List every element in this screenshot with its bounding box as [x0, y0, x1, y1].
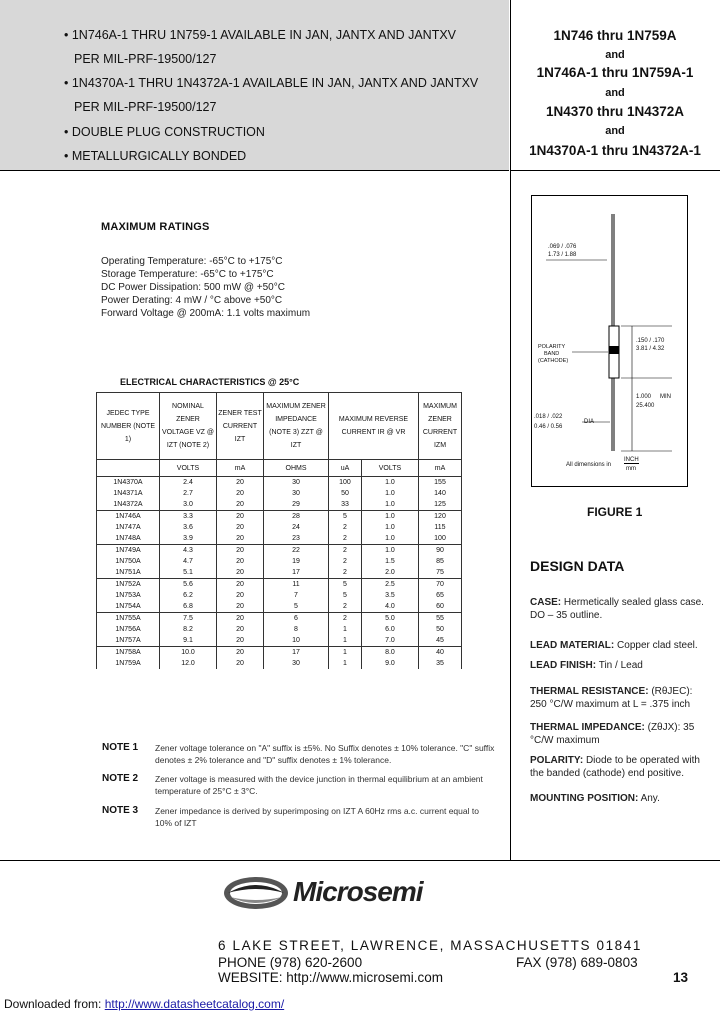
table-cell: 3.0 [160, 499, 217, 511]
rating-operating-temp: Operating Temperature: -65°C to +175°C [101, 256, 283, 267]
table-cell: 7.0 [361, 635, 418, 647]
row-group [97, 647, 462, 670]
design-case-label: CASE: [530, 597, 562, 608]
table-cell: 30 [264, 477, 329, 489]
table-cell: 7.5 [160, 613, 217, 625]
table-cell: 2 [329, 545, 362, 557]
figure-1-caption: FIGURE 1 [587, 505, 643, 519]
col-max-zener-current: MAXIMUM ZENER CURRENT IZM [419, 393, 462, 460]
table-cell: 3.9 [160, 533, 217, 545]
table-cell: 1N756A [97, 624, 160, 635]
part-number-range-2: 1N746A-1 thru 1N759A-1 [536, 65, 694, 80]
table-cell: 1 [329, 624, 362, 635]
col-nominal-zener-voltage: NOMINAL ZENER VOLTAGE VZ @ IZT (NOTE 2) [160, 393, 217, 460]
table-cell: 2.4 [160, 477, 217, 489]
table-cell: 75 [419, 567, 462, 579]
part-number-range-3: 1N4370 thru 1N4372A [545, 104, 685, 119]
unit-cell: uA [329, 460, 362, 477]
design-polarity [530, 754, 705, 780]
table-cell: 50 [329, 488, 362, 499]
table-cell: 2 [329, 567, 362, 579]
table-cell: 24 [264, 522, 329, 533]
table-cell: 2 [329, 533, 362, 545]
design-thermal-resistance-text: (RθJEC): 250 °C/W maximum at L = .375 inch [530, 686, 693, 710]
table-cell: 30 [264, 488, 329, 499]
footer-fax: FAX (978) 689-0803 [516, 955, 638, 970]
table-cell: 65 [419, 590, 462, 601]
footer-website[interactable]: WEBSITE: http://www.microsemi.com [218, 970, 444, 985]
table-cell: 23 [264, 533, 329, 545]
table-cell: 5 [329, 590, 362, 601]
design-data-title: DESIGN DATA [530, 558, 625, 574]
table-cell: 1N746A [97, 511, 160, 523]
dim-dia-label: DIA [584, 419, 595, 425]
table-row [97, 635, 462, 647]
table-row [97, 545, 462, 557]
table-row [97, 647, 462, 659]
cathode-label: (CATHODE) [538, 358, 569, 364]
table-row [97, 658, 462, 669]
table-cell: 20 [217, 624, 264, 635]
table-cell: 140 [419, 488, 462, 499]
table-cell: 1 [329, 635, 362, 647]
table-cell: 1.0 [361, 545, 418, 557]
dim-body-len-mm: 3.81 / 4.32 [636, 346, 665, 352]
row-group [97, 613, 462, 647]
table-row [97, 511, 462, 523]
table-cell: 115 [419, 522, 462, 533]
table-cell: 55 [419, 613, 462, 625]
design-thermal-impedance-label: THERMAL IMPEDANCE: [530, 722, 645, 733]
table-cell: 5 [264, 601, 329, 613]
table-row [97, 522, 462, 533]
polarity-label: POLARITY [538, 344, 566, 350]
table-cell: 20 [217, 499, 264, 511]
table-cell: 125 [419, 499, 462, 511]
table-cell: 40 [419, 647, 462, 659]
table-cell: 8.2 [160, 624, 217, 635]
table-cell: 30 [264, 658, 329, 669]
part-and-3: and [605, 125, 625, 137]
design-lead-finish-text: Tin / Lead [598, 660, 643, 671]
table-row [97, 567, 462, 579]
table-row [97, 601, 462, 613]
table-cell: 20 [217, 511, 264, 523]
table-cell: 90 [419, 545, 462, 557]
table-cell: 20 [217, 647, 264, 659]
table-row [97, 477, 462, 489]
table-cell: 20 [217, 635, 264, 647]
feature-bullet-1-sub: PER MIL-PRF-19500/127 [74, 52, 217, 66]
dim-lead-dia-inch: .018 / .022 [534, 414, 563, 420]
downloaded-label: Downloaded from: [4, 997, 102, 1011]
table-cell: 1N751A [97, 567, 160, 579]
feature-bullet-2: • 1N4370A-1 THRU 1N4372A-1 AVAILABLE IN JAN, JANTX AND JANTXV [64, 76, 479, 90]
table-cell: 20 [217, 488, 264, 499]
table-cell: 1N752A [97, 579, 160, 591]
table-cell: 29 [264, 499, 329, 511]
row-group [97, 477, 462, 511]
table-cell: 1.0 [361, 511, 418, 523]
table-cell: 1.0 [361, 488, 418, 499]
col-zener-test-current: ZENER TEST CURRENT IZT [217, 393, 264, 460]
table-row [97, 579, 462, 591]
elec-char-title: ELECTRICAL CHARACTERISTICS @ 25°C [120, 377, 300, 387]
table-cell: 1N4371A [97, 488, 160, 499]
unit-cell: VOLTS [160, 460, 217, 477]
table-cell: 1N4372A [97, 499, 160, 511]
table-cell: 17 [264, 647, 329, 659]
table-cell: 6 [264, 613, 329, 625]
table-row [97, 613, 462, 625]
table-cell: 5.6 [160, 579, 217, 591]
table-cell: 20 [217, 567, 264, 579]
part-and-1: and [605, 49, 625, 61]
table-cell: 19 [264, 556, 329, 567]
table-cell: 20 [217, 477, 264, 489]
table-cell: 1N754A [97, 601, 160, 613]
table-cell: 20 [217, 590, 264, 601]
table-cell: 4.7 [160, 556, 217, 567]
footer-phone: PHONE (978) 620-2600 [218, 955, 363, 970]
table-cell: 2.7 [160, 488, 217, 499]
table-row [97, 488, 462, 499]
dim-lead-dia-mm: 0.46 / 0.56 [534, 424, 563, 430]
note-1-label: NOTE 1 [102, 742, 139, 753]
table-cell: 5 [329, 579, 362, 591]
table-cell: 1.5 [361, 556, 418, 567]
table-cell: 6.0 [361, 624, 418, 635]
table-cell: 5.1 [160, 567, 217, 579]
downloaded-from [4, 997, 284, 1011]
table-cell: 4.0 [361, 601, 418, 613]
table-cell: 1N759A [97, 658, 160, 669]
table-cell: 1N755A [97, 613, 160, 625]
table-cell: 35 [419, 658, 462, 669]
units-row [97, 460, 462, 477]
dim-lead-len-inch: 1.000 [636, 394, 652, 400]
table-cell: 100 [419, 533, 462, 545]
rating-power-derating: Power Derating: 4 mW / °C above +50°C [101, 295, 283, 306]
table-cell: 85 [419, 556, 462, 567]
design-lead-material-text: Copper clad steel. [617, 640, 698, 651]
table-cell: 3.6 [160, 522, 217, 533]
table-cell: 1.0 [361, 499, 418, 511]
table-cell: 5 [329, 511, 362, 523]
table-cell: 2 [329, 613, 362, 625]
table-cell: 1N750A [97, 556, 160, 567]
table-row [97, 590, 462, 601]
table-cell: 2 [329, 556, 362, 567]
dims-unit-inch: INCH [624, 457, 639, 463]
design-polarity-label: POLARITY: [530, 755, 584, 766]
table-cell: 60 [419, 601, 462, 613]
table-cell: 120 [419, 511, 462, 523]
design-lead-material [530, 639, 705, 652]
row-group [97, 545, 462, 579]
note-2-text: Zener voltage is measured with the device junction in thermal equilibrium at an ambient temperature of 25°C ± 3°C. [155, 774, 483, 796]
page-number: 13 [673, 970, 689, 985]
band-label: BAND [544, 351, 560, 357]
column-divider [510, 170, 511, 860]
rating-power-dissipation: DC Power Dissipation: 500 mW @ +50°C [101, 282, 285, 293]
note-3-text: Zener impedance is derived by superimposing on IZT A 60Hz rms a.c. current equal to 10% of IZT [155, 806, 479, 828]
table-cell: 11 [264, 579, 329, 591]
table-row [97, 499, 462, 511]
max-ratings-title: MAXIMUM RATINGS [101, 221, 210, 233]
unit-cell: OHMS [264, 460, 329, 477]
row-group [97, 511, 462, 545]
footer-divider [0, 860, 720, 861]
cathode-band [609, 346, 619, 354]
table-cell: 20 [217, 533, 264, 545]
table-cell: 33 [329, 499, 362, 511]
table-cell: 1.0 [361, 533, 418, 545]
table-cell: 45 [419, 635, 462, 647]
table-cell: 1N758A [97, 647, 160, 659]
design-thermal-resistance-label: THERMAL RESISTANCE: [530, 686, 649, 697]
dims-unit-mm: mm [626, 466, 636, 472]
table-cell: 4.3 [160, 545, 217, 557]
table-cell: 3.3 [160, 511, 217, 523]
design-lead-finish [530, 659, 705, 672]
microsemi-brand: Microsemi [293, 876, 423, 907]
microsemi-logo-icon [222, 871, 292, 915]
table-cell: 20 [217, 658, 264, 669]
table-cell: 7 [264, 590, 329, 601]
table-cell: 2.0 [361, 567, 418, 579]
design-thermal-impedance-text: (ZθJX): 35 °C/W maximum [530, 722, 695, 746]
table-cell: 155 [419, 477, 462, 489]
table-cell: 8 [264, 624, 329, 635]
design-thermal-resistance [530, 685, 705, 711]
row-group [97, 579, 462, 613]
unit-cell: mA [419, 460, 462, 477]
table-row [97, 556, 462, 567]
table-cell: 17 [264, 567, 329, 579]
table-cell: 1 [329, 658, 362, 669]
col-max-reverse-current: MAXIMUM REVERSE CURRENT IR @ VR [329, 393, 419, 460]
table-cell: 28 [264, 511, 329, 523]
table-cell: 2.5 [361, 579, 418, 591]
col-jedec-type: JEDEC TYPE NUMBER (NOTE 1) [97, 393, 160, 460]
design-thermal-impedance [530, 721, 705, 747]
table-cell: 1N757A [97, 635, 160, 647]
design-polarity-text: Diode to be operated with the banded (cathode) end positive. [530, 755, 700, 779]
table-row [97, 624, 462, 635]
note-3-label: NOTE 3 [102, 805, 139, 816]
table-cell: 20 [217, 522, 264, 533]
table-cell: 6.2 [160, 590, 217, 601]
table-cell: 1N748A [97, 533, 160, 545]
table-row [97, 533, 462, 545]
table-cell: 9.0 [361, 658, 418, 669]
table-cell: 20 [217, 545, 264, 557]
unit-cell: mA [217, 460, 264, 477]
figure-1-frame [531, 195, 688, 487]
table-cell: 22 [264, 545, 329, 557]
part-and-2: and [605, 87, 625, 99]
table-cell: 100 [329, 477, 362, 489]
table-cell: 3.5 [361, 590, 418, 601]
table-cell: 1N753A [97, 590, 160, 601]
design-lead-finish-label: LEAD FINISH: [530, 660, 597, 671]
unit-cell [97, 460, 160, 477]
table-cell: 1N4370A [97, 477, 160, 489]
design-lead-material-label: LEAD MATERIAL: [530, 640, 615, 651]
footer-address: 6 LAKE STREET, LAWRENCE, MASSACHUSETTS 01841 [218, 938, 643, 953]
table-cell: 1N749A [97, 545, 160, 557]
table-cell: 10 [264, 635, 329, 647]
table-cell: 20 [217, 613, 264, 625]
table-cell: 9.1 [160, 635, 217, 647]
table-cell: 8.0 [361, 647, 418, 659]
table-cell: 6.8 [160, 601, 217, 613]
table-cell: 2 [329, 601, 362, 613]
table-cell: 1 [329, 647, 362, 659]
dim-body-len-inch: .150 / .170 [636, 338, 665, 344]
table-cell: 12.0 [160, 658, 217, 669]
table-cell: 20 [217, 556, 264, 567]
electrical-characteristics-table [96, 392, 462, 669]
unit-cell: VOLTS [361, 460, 418, 477]
note-2-label: NOTE 2 [102, 773, 139, 784]
design-mounting-text: Any. [640, 793, 660, 804]
table-cell: 10.0 [160, 647, 217, 659]
table-cell: 2 [329, 522, 362, 533]
table-cell: 1.0 [361, 477, 418, 489]
design-case-text: Hermetically sealed glass case. DO – 35 outline. [530, 597, 704, 621]
dim-lead-min: MIN [660, 394, 671, 400]
design-mounting-label: MOUNTING POSITION: [530, 793, 639, 804]
table-cell: 5.0 [361, 613, 418, 625]
feature-bullet-2-sub: PER MIL-PRF-19500/127 [74, 100, 217, 114]
design-mounting [530, 792, 705, 805]
downloaded-link[interactable]: http://www.datasheetcatalog.com/ [104, 997, 285, 1011]
feature-bullet-4: • METALLURGICALLY BONDED [64, 149, 247, 163]
feature-bullet-3: • DOUBLE PLUG CONSTRUCTION [64, 125, 265, 139]
table-cell: 1.0 [361, 522, 418, 533]
table-cell: 50 [419, 624, 462, 635]
dim-body-dia-mm: 1.73 / 1.88 [548, 252, 577, 258]
table-cell: 1N747A [97, 522, 160, 533]
feature-bullet-1: • 1N746A-1 THRU 1N759-1 AVAILABLE IN JAN, JANTX AND JANTXV [64, 28, 457, 42]
dim-body-dia-inch: .069 / .076 [548, 244, 577, 250]
rating-storage-temp: Storage Temperature: -65°C to +175°C [101, 269, 274, 280]
part-number-range-1: 1N746 thru 1N759A [553, 28, 677, 43]
table-cell: 20 [217, 601, 264, 613]
dims-unit-note: All dimensions in [566, 462, 612, 468]
col-max-zener-impedance: MAXIMUM ZENER IMPEDANCE (NOTE 3) ZZT @ IZT [264, 393, 329, 460]
dim-lead-len-mm: 25.400 [636, 403, 655, 409]
design-case [530, 596, 705, 622]
note-1-text: Zener voltage tolerance on "A" suffix is ±5%. No Suffix denotes ± 10% tolerance. "C" suffix denotes ± 2% tolerance and "D" suffix denotes ± 1% tolerance. [155, 743, 495, 765]
table-cell: 70 [419, 579, 462, 591]
part-number-range-4: 1N4370A-1 thru 1N4372A-1 [529, 143, 701, 158]
rating-forward-voltage: Forward Voltage @ 200mA: 1.1 volts maximum [101, 308, 311, 319]
table-cell: 20 [217, 579, 264, 591]
